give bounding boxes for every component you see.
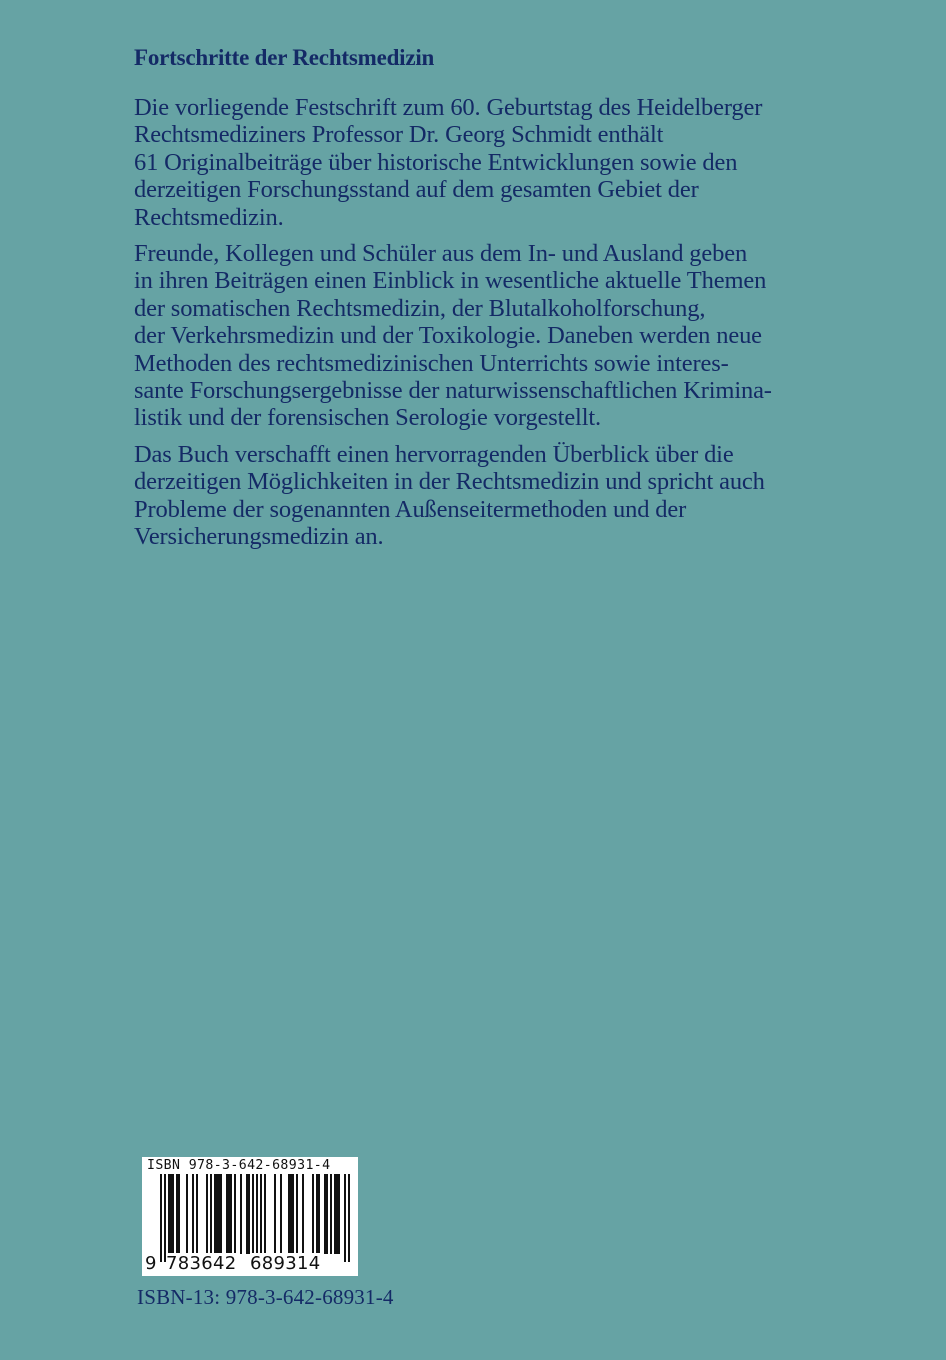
barcode-bar [186, 1174, 188, 1254]
barcode-bar [170, 1174, 172, 1254]
barcode-bar [230, 1174, 232, 1254]
text-line: Rechtsmediziners Professor Dr. Georg Schmidt enthält [134, 121, 664, 149]
text-line: der Verkehrsmedizin und der Toxikologie. Daneben werden neue [134, 322, 762, 350]
barcode-bar [168, 1174, 170, 1254]
paragraph-1 [134, 94, 834, 231]
barcode-bar [218, 1174, 220, 1254]
barcode-bar [260, 1174, 262, 1254]
barcode-bar [264, 1174, 266, 1254]
barcode-bars [142, 1174, 358, 1264]
barcode-bar [192, 1174, 194, 1254]
barcode-bar [214, 1174, 216, 1254]
barcode-first-digit: 9 [145, 1253, 157, 1274]
barcode-bar [234, 1174, 236, 1254]
isbn-13: ISBN-13: 978-3-642-68931-4 [137, 1285, 394, 1309]
book-title: Fortschritte der Rechtsmedizin [134, 45, 435, 70]
text-line: Probleme der sogenannten Außenseitermethoden und der [134, 495, 687, 523]
barcode-bar [206, 1174, 208, 1254]
barcode-bar [164, 1174, 166, 1262]
barcode-bar [226, 1174, 228, 1254]
barcode-bar [290, 1174, 292, 1254]
barcode-bar [312, 1174, 314, 1254]
barcode-bar [196, 1174, 198, 1254]
barcode-bar [172, 1174, 174, 1254]
text-line: Methoden des rechtsmedizinischen Unterrichts sowie interes- [134, 349, 729, 377]
barcode-bar [274, 1174, 276, 1254]
barcode-bar [246, 1174, 248, 1254]
text-line: Versicherungsmedizin an. [134, 523, 384, 551]
barcode-bar [210, 1174, 212, 1254]
text-line: in ihren Beiträgen einen Einblick in wesentliche aktuelle Themen [134, 267, 767, 295]
barcode-bar [248, 1174, 250, 1254]
text-line: der somatischen Rechtsmedizin, der Blutalkoholforschung, [134, 294, 706, 322]
barcode-bar [252, 1174, 254, 1262]
text-line: Rechtsmedizin. [134, 203, 284, 231]
barcode-bar [344, 1174, 346, 1262]
text-line: Das Buch verschafft einen hervorragenden Überblick über die [134, 440, 734, 468]
barcode-isbn-label: ISBN 978-3-642-68931-4 [147, 1158, 331, 1173]
barcode-bar [178, 1174, 180, 1254]
barcode-bar [228, 1174, 230, 1254]
paragraph-3 [134, 441, 834, 551]
text-line: derzeitigen Möglichkeiten in der Rechtsmedizin und spricht auch [134, 468, 765, 496]
barcode-bar [316, 1174, 318, 1254]
paragraph-2 [134, 240, 834, 432]
barcode-bar [216, 1174, 218, 1254]
barcode-bar [324, 1174, 326, 1254]
barcode-right-digits: 689314 [250, 1253, 321, 1274]
barcode-bar [334, 1174, 336, 1254]
barcode-left-digits: 783642 [166, 1253, 237, 1274]
barcode-bar [160, 1174, 162, 1262]
barcode-bar [176, 1174, 178, 1254]
barcode-bar [256, 1174, 258, 1262]
text-line: listik und der forensischen Serologie vorgestellt. [134, 404, 601, 432]
barcode-bar [336, 1174, 338, 1254]
text-line: Freunde, Kollegen und Schüler aus dem In- und Ausland geben [134, 240, 748, 268]
barcode-bar [280, 1174, 282, 1254]
barcode-bar [330, 1174, 332, 1254]
barcode-bar [318, 1174, 320, 1254]
back-cover-text [134, 44, 834, 560]
barcode-bar [240, 1174, 242, 1254]
barcode-bar [288, 1174, 290, 1254]
barcode-bar [338, 1174, 340, 1254]
text-line: 61 Originalbeiträge über historische Entwicklungen sowie den [134, 148, 738, 176]
text-line: derzeitigen Forschungsstand auf dem gesamten Gebiet der [134, 176, 699, 204]
barcode-bar [302, 1174, 304, 1254]
barcode-bar [292, 1174, 294, 1254]
barcode-bar [220, 1174, 222, 1254]
barcode [142, 1157, 358, 1276]
text-line: Die vorliegende Festschrift zum 60. Geburtstag des Heidelberger [134, 94, 763, 121]
barcode-bar [348, 1174, 350, 1262]
barcode-bar [326, 1174, 328, 1254]
text-line: sante Forschungsergebnisse der naturwissenschaftlichen Krimina- [134, 377, 772, 405]
barcode-bar [296, 1174, 298, 1254]
